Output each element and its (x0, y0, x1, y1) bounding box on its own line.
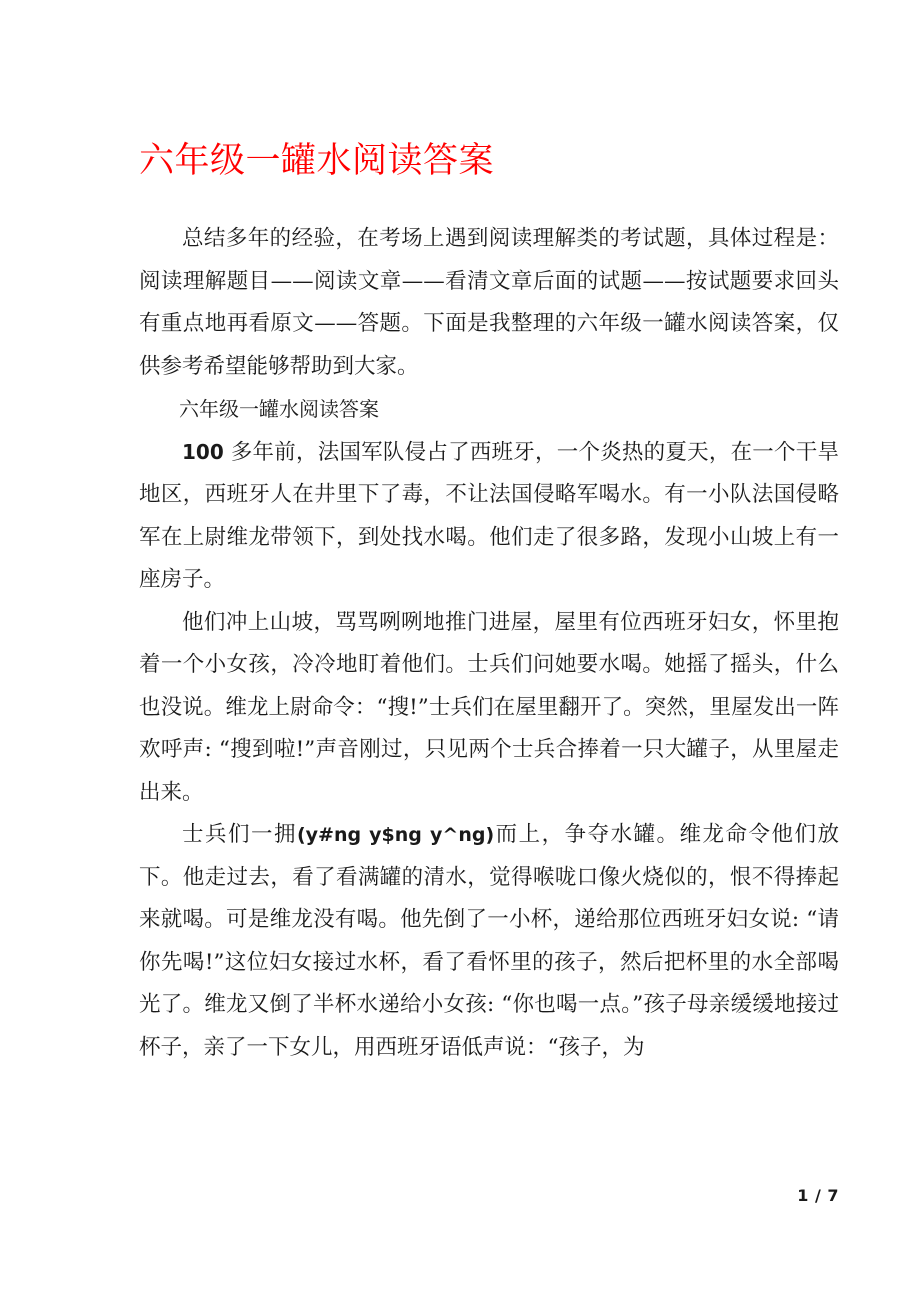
paragraph-body-1 (139, 431, 839, 602)
paragraph-body-3-lead: 士兵们一拥 (182, 822, 297, 847)
paragraph-body-2: 他们冲上山坡，骂骂咧咧地推门进屋，屋里有位西班牙妇女，怀里抱着一个小女孩，冷冷地盯着他们。士兵们问她要水喝。她摇了摇头，什么也没说。维龙上尉命令：“搜!”士兵们在屋里翻开了。突然，里屋发出一阵欢呼声: “搜到啦!”声音刚过，只见两个士兵合捧着一只大罐子，从里屋走出来。 (139, 609, 839, 805)
section-subheading: 六年级一罐水阅读答案 (179, 397, 379, 421)
paragraph-body-1-number: 100 (182, 439, 224, 464)
document-content (139, 0, 839, 1069)
pinyin-annotation: (y#ng y$ng y^ng) (296, 824, 495, 846)
page-number-footer: 1 / 7 (797, 1186, 839, 1205)
paragraph-intro: 总结多年的经验，在考场上遇到阅读理解类的考试题，具体过程是：阅读理解题目——阅读文章——看清文章后面的试题——按试题要求回头有重点地再看原文——答题。下面是我整理的六年级一罐水阅读答案，仅供参考希望能够帮助到大家。 (139, 226, 839, 379)
paragraph-body-3 (139, 814, 839, 1069)
page-title: 六年级一罐水阅读答案 (139, 141, 495, 181)
paragraph-body-3-rest: 而上，争夺水罐。维龙命令他们放下。他走过去，看了看满罐的清水，觉得喉咙口像火烧似的，恨不得捧起来就喝。可是维龙没有喝。他先倒了一小杯，递给那位西班牙妇女说: “请你先喝!”这位妇女接过水杯，看了看怀里的孩子，然后把杯里的水全部喝光了。维龙又倒了半杯水递给小女孩: “你也喝一点。”孩子母亲缓缓地接过杯子，亲了一下女儿，用西班牙语低声说：“孩子，为 (139, 822, 839, 1060)
paragraph-body-1-text: 多年前，法国军队侵占了西班牙，一个炎热的夏天，在一个干旱地区，西班牙人在井里下了毒，不让法国侵略军喝水。有一小队法国侵略军在上尉维龙带领下，到处找水喝。他们走了很多路，发现小山坡上有一座房子。 (139, 439, 839, 592)
